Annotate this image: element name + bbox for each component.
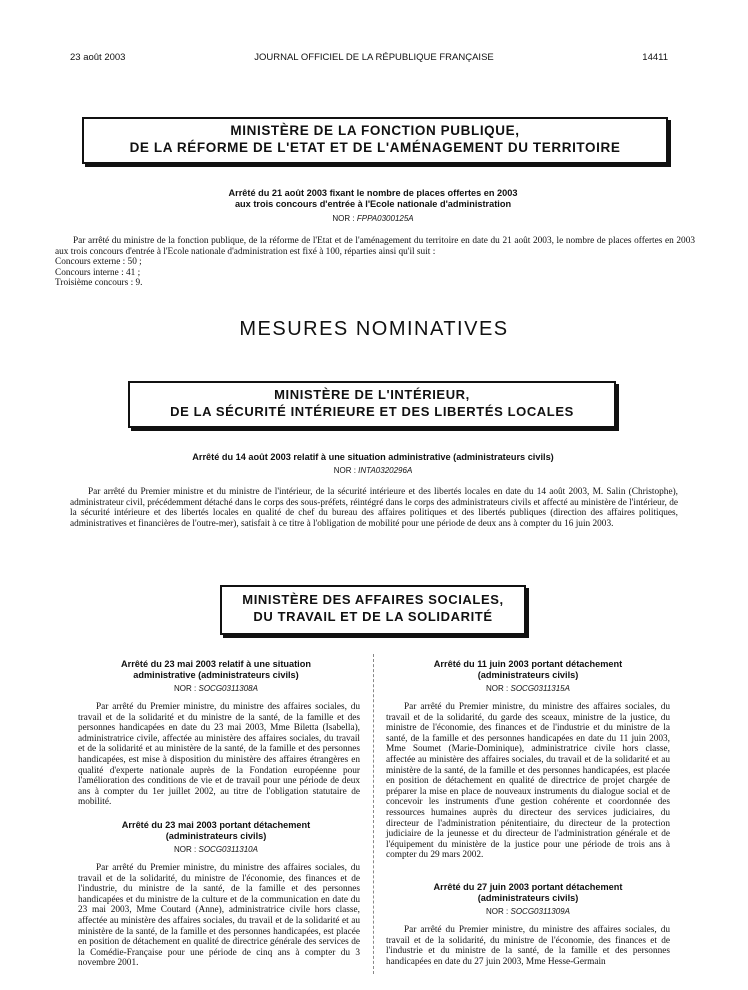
arrete-title-line2: administrative (administrateurs civils) [133, 670, 299, 680]
ministry-heading-line1: MINISTÈRE DE LA FONCTION PUBLIQUE, [230, 123, 520, 138]
nor-code: SOCG0311315A [510, 684, 570, 693]
list-item-troisieme-concours: Troisième concours : 9. [55, 278, 143, 289]
arrete-title-line2: (administrateurs civils) [165, 831, 267, 841]
arrete-body-salin [70, 487, 678, 529]
ministry-heading-line2: DE LA SÉCURITÉ INTÉRIEURE ET DES LIBERTÉS LOCALES [170, 404, 574, 419]
arrete-title-line1: Arrêté du 27 juin 2003 portant détachement [433, 882, 623, 892]
arrete-body-text: Par arrêté du Premier ministre, du ministre des affaires sociales, du travail et de la solidarité, du ministre de l'économie, des finances et de l'industrie et du ministre de la santé, de la famille et des personnes handicapées en date du 27 juin 2003, Mme Hesse-Germain [386, 925, 670, 967]
arrete-body-hesse-germain [386, 925, 670, 967]
nor-reference [100, 466, 646, 475]
header-date: 23 août 2003 [70, 52, 126, 63]
arrete-body-text: Par arrêté du Premier ministre, du ministre des affaires sociales, du travail et de la solidarité, du ministre de l'économie, des finances et de l'industrie, du ministre de la santé, de la famille et des personnes handicapées et du ministre de la culture et de la communication en date du 23 mai 2003, Mme Coutard (Anne), administratrice civile hors classe, affectée au ministère des affaires sociales, du travail et de la solidarité et au ministère de la santé, de la famille et des personnes handicapées, est placée en position de détachement en qualité de directrice générale des services de la Comédie-Française pour une période de cinq ans à compter du 3 novembre 2001. [78, 863, 360, 969]
arrete-title-line1: Arrêté du 23 mai 2003 relatif à une situation [121, 659, 311, 669]
journal-title: JOURNAL OFFICIEL DE LA RÉPUBLIQUE FRANÇAISE [254, 52, 494, 63]
arrete-body-ena [55, 236, 695, 289]
nor-code: FPPA0300125A [356, 214, 414, 223]
nor-label: NOR : [486, 907, 509, 916]
arrete-title-hesse-germain [388, 882, 668, 904]
ministry-heading-fonction-publique [82, 117, 668, 164]
arrete-body-soumet [386, 702, 670, 861]
arrete-title-line1: Arrêté du 21 août 2003 fixant le nombre de places offertes en 2003 [228, 188, 518, 198]
nor-label: NOR : [332, 214, 355, 223]
nor-code: SOCG0311309A [510, 907, 570, 916]
nor-reference [110, 214, 636, 223]
arrete-title-ena [110, 188, 636, 210]
ministry-heading-interieur [128, 381, 616, 428]
nor-reference [76, 845, 356, 854]
arrete-title-soumet [388, 659, 668, 681]
nor-label: NOR : [333, 466, 356, 475]
arrete-title-line1: Arrêté du 23 mai 2003 portant détachement [121, 820, 311, 830]
nor-label: NOR : [486, 684, 509, 693]
arrete-body-text: Par arrêté du ministre de la fonction publique, de la réforme de l'Etat et de l'aménagement du territoire en date du 21 août 2003, le nombre de places offertes en 2003 aux trois concours d'entrée à l'Ecole nationale d'administration est fixé à 100, réparties ainsi qu'il suit : [55, 236, 695, 257]
arrete-title-line1: Arrêté du 11 juin 2003 portant détachement [433, 659, 623, 669]
arrete-body-biletta [78, 702, 360, 808]
nor-reference [76, 684, 356, 693]
list-item-concours-externe: Concours externe : 50 ; [55, 257, 142, 268]
arrete-body-coutard [78, 863, 360, 969]
section-title-mesures-nominatives: MESURES NOMINATIVES [239, 318, 509, 340]
nor-label: NOR : [174, 845, 197, 854]
arrete-title-line2: aux trois concours d'entrée à l'Ecole nationale d'administration [234, 199, 512, 209]
arrete-title-biletta [76, 659, 356, 681]
nor-reference [388, 684, 668, 693]
ministry-heading-line2: DU TRAVAIL ET DE LA SOLIDARITÉ [253, 609, 493, 624]
nor-reference [388, 907, 668, 916]
arrete-title-salin: Arrêté du 14 août 2003 relatif à une situation administrative (administrateurs civils) [192, 452, 554, 462]
ministry-heading-affaires-sociales [220, 585, 526, 635]
nor-label: NOR : [174, 684, 197, 693]
ministry-heading-line1: MINISTÈRE DE L'INTÉRIEUR, [274, 387, 470, 402]
ministry-heading-line1: MINISTÈRE DES AFFAIRES SOCIALES, [242, 592, 504, 607]
arrete-body-text: Par arrêté du Premier ministre, du ministre des affaires sociales, du travail et de la solidarité et du ministre de la santé, de la famille et des personnes handicapées en date du 23 mai 2003, Mme Biletta (Isabella), administratrice civile, affectée au ministère des affaires sociales, du travail et de la solidarité et au ministère de la santé, de la famille et des personnes handicapées, est mise à disposition du ministère des affaires étrangères en qualité d'experte nationale auprès de la Fondation européenne pour l'amélioration des conditions de vie et de travail pour une période de deux ans à compter du 1er juillet 2002, au titre de l'obligation statutaire de mobilité. [78, 702, 360, 808]
nor-code: INTA0320296A [358, 466, 413, 475]
list-item-concours-interne: Concours interne : 41 ; [55, 267, 141, 278]
arrete-body-text: Par arrêté du Premier ministre, du ministre des affaires sociales, du travail et de la solidarité, du garde des sceaux, ministre de la justice, du ministre de l'économie, des finances et de l'industrie et du ministre de la santé, de la famille et des personnes handicapées en date du 11 juin 2003, Mme Soumet (Marie-Dominique), administratrice civile hors classe, affectée au ministère des affaires sociales, du travail et de la solidarité et au ministère de la santé, de la famille et des personnes handicapées, est placée en position de détachement en qualité de directrice de projet chargée de préparer la mise en place de nouveaux instruments du dialogue social et de concevoir les instruments d'une gestion cohérente et coordonnée des ressources humaines auprès du directeur des services judiciaires, du directeur de l'administration pénitentiaire, du directeur de la protection judiciaire de la jeunesse et du directeur de l'administration générale et de l'équipement du ministère de la justice pour une période de trois ans à compter du 29 mars 2002. [386, 702, 670, 861]
arrete-body-text: Par arrêté du Premier ministre et du ministre de l'intérieur, de la sécurité intérieure et des libertés locales en date du 14 août 2003, M. Salin (Christophe), administrateur civil, précédemment détaché dans le corps des sous-préfets, réintégré dans le corps des administrateurs civils et affecté au ministère de l'intérieur, de la sécurité intérieure et des libertés locales en qualité de chef du bureau des affaires politiques et des libertés publiques (direction des affaires politiques, administratives et financières de l'outre-mer), satisfait à ce titre à l'obligation de mobilité pour une période de deux ans à compter du 16 juin 2003. [70, 487, 678, 529]
nor-code: SOCG0311310A [198, 845, 258, 854]
arrete-title-line2: (administrateurs civils) [477, 893, 579, 903]
arrete-title-line2: (administrateurs civils) [477, 670, 579, 680]
ministry-heading-line2: DE LA RÉFORME DE L'ETAT ET DE L'AMÉNAGEMENT DU TERRITOIRE [129, 140, 621, 155]
column-divider [373, 654, 374, 974]
arrete-title-coutard [76, 820, 356, 842]
page-number: 14411 [642, 52, 668, 63]
nor-code: SOCG0311308A [198, 684, 258, 693]
